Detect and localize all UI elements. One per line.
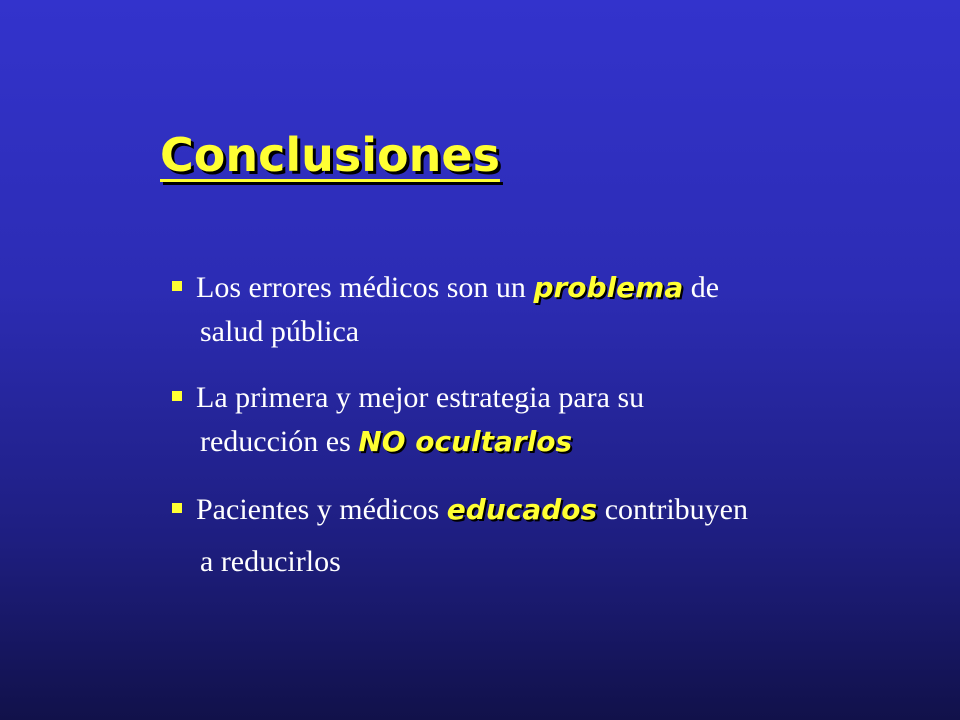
bullet-line [172, 381, 644, 414]
bullet-text: La primera y mejor estrategia para su [196, 381, 645, 414]
bullet-text-continuation: salud pública [200, 315, 360, 348]
bullet-text: reducción es [200, 425, 359, 458]
square-bullet-icon [172, 281, 182, 291]
square-bullet-icon [172, 391, 182, 401]
bullet-text-continuation: a reducirlos [200, 545, 341, 578]
bullet-item [172, 376, 872, 464]
slide-title: Conclusiones [160, 128, 500, 182]
bullet-item [172, 266, 872, 354]
bullet-text: Pacientes y médicos [196, 493, 447, 526]
bullet-item [172, 488, 872, 584]
bullet-line [172, 493, 748, 526]
highlighted-word: NO ocultarlos [358, 425, 573, 458]
bullet-text: contribuyen [597, 493, 748, 526]
highlighted-word: educados [446, 493, 598, 526]
highlighted-word: problema [533, 271, 684, 304]
bullet-line [172, 271, 719, 304]
bullet-text: Los errores médicos son un [196, 271, 534, 304]
bullet-text: de [683, 271, 720, 304]
square-bullet-icon [172, 503, 182, 513]
bullet-line-continuation [172, 420, 872, 464]
